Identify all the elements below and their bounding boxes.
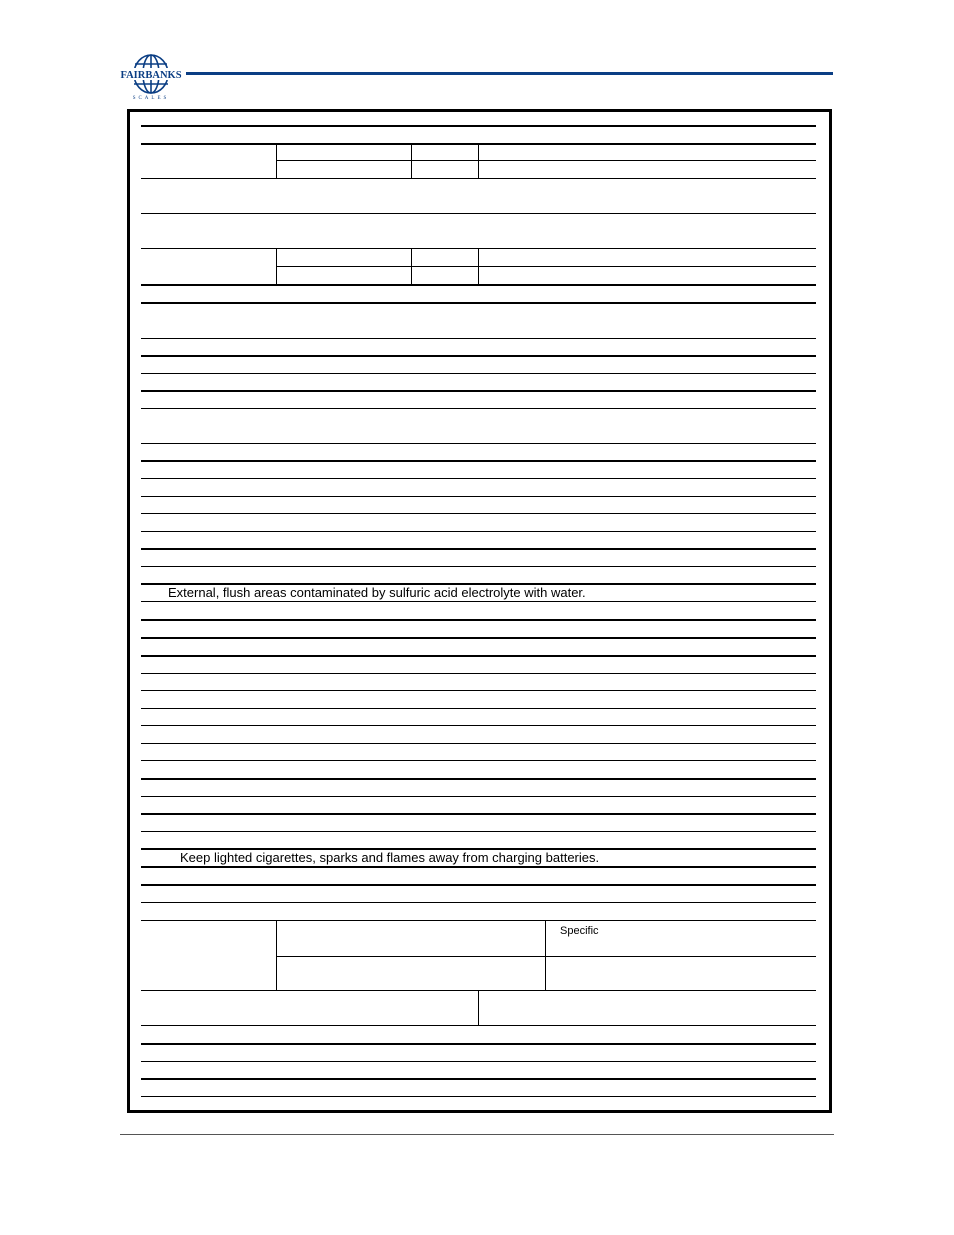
header-rule (186, 72, 833, 75)
logo-wordmark: FAIRBANKS (120, 70, 182, 81)
form-row-line (141, 866, 816, 868)
electrolyte-note: External, flush areas contaminated by sulfuric acid electrolyte with water. (168, 585, 586, 600)
specific-label: Specific (560, 925, 599, 937)
form-row-line (141, 566, 816, 567)
form-row-line (141, 302, 816, 304)
form-row-line (141, 338, 816, 339)
form-row-line (141, 813, 816, 815)
form-row-line (141, 1096, 816, 1097)
form-row-line (141, 796, 816, 797)
form-row-line (276, 956, 816, 957)
form-row-line (141, 831, 816, 832)
form-row-line (141, 531, 816, 532)
form-row-line (141, 178, 816, 179)
column-divider (478, 248, 479, 284)
column-divider (411, 143, 412, 178)
form-row-line (141, 443, 816, 444)
form-row-line (141, 1043, 816, 1045)
form-row-line (141, 1078, 816, 1080)
form-row-line (141, 478, 816, 479)
form-row-line (141, 725, 816, 726)
form-frame (127, 109, 832, 1113)
form-row-line (141, 390, 816, 392)
form-row-line (141, 920, 816, 921)
form-row-line (141, 884, 816, 886)
form-row-line (141, 778, 816, 780)
form-row-line (141, 373, 816, 374)
form-row-line (141, 548, 816, 550)
form-row-line (141, 1025, 816, 1026)
column-divider (276, 920, 277, 990)
form-row-line (141, 355, 816, 357)
column-divider (276, 143, 277, 178)
form-row-line (141, 408, 816, 409)
form-row-line (141, 690, 816, 691)
form-row-line (141, 496, 816, 497)
fairbanks-logo (120, 52, 182, 105)
form-row-line (141, 284, 816, 286)
form-row-line (141, 513, 816, 514)
footer-rule (120, 1134, 834, 1135)
form-row-line (141, 619, 816, 621)
form-row-line (141, 743, 816, 744)
form-row-line (141, 460, 816, 462)
form-row-line (276, 160, 816, 161)
form-row-line (141, 708, 816, 709)
form-row-line (141, 760, 816, 761)
column-divider (478, 990, 479, 1025)
form-row-line (141, 601, 816, 602)
column-divider (276, 248, 277, 284)
form-row-line (276, 266, 816, 267)
flames-note: Keep lighted cigarettes, sparks and flames away from charging batteries. (180, 850, 600, 865)
form-row-line (141, 125, 816, 127)
form-row-line (141, 655, 816, 657)
globe-icon (120, 52, 182, 100)
form-row-line (141, 902, 816, 903)
form-row-line (141, 213, 816, 214)
form-row-line (141, 1061, 816, 1062)
form-row-line (141, 673, 816, 674)
logo-tagline: SCALES (132, 96, 170, 100)
column-divider (411, 248, 412, 284)
column-divider (545, 920, 546, 990)
form-row-line (141, 637, 816, 639)
column-divider (478, 143, 479, 178)
